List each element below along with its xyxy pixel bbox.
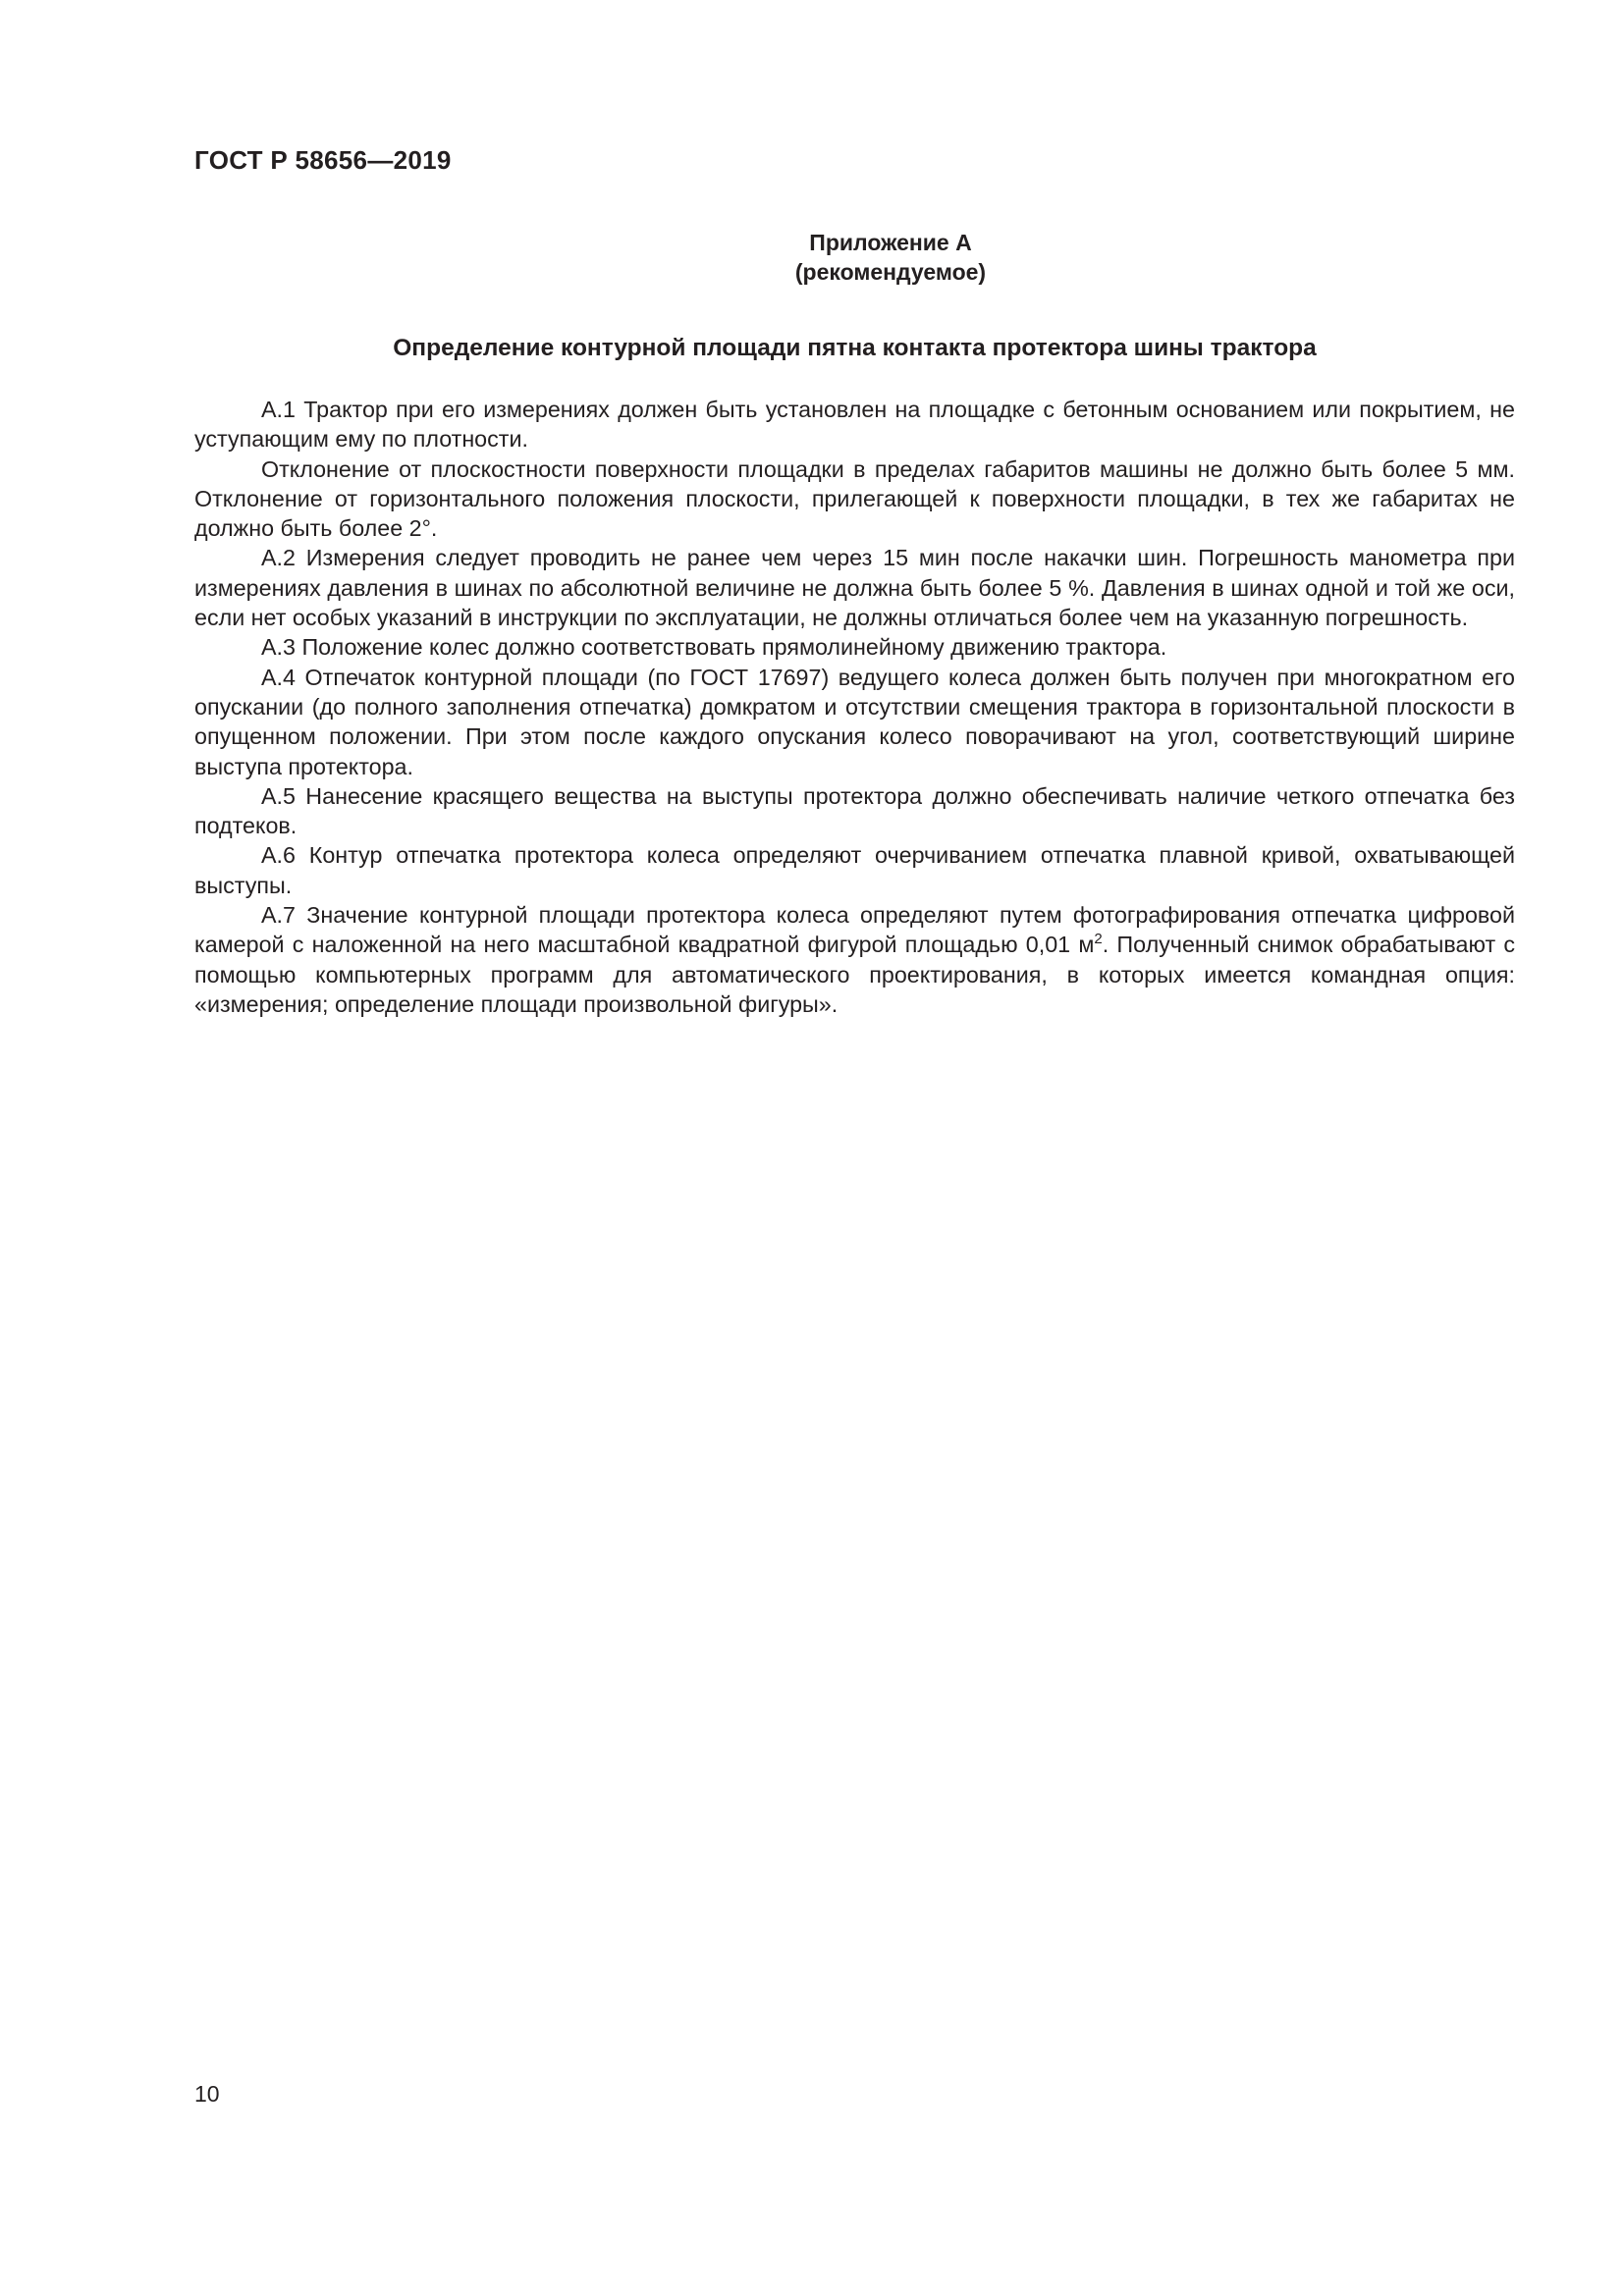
paragraph-a6: А.6 Контур отпечатка протектора колеса определяют очерчиванием отпечатка плавной кривой, охватывающей выступы.: [194, 842, 1515, 898]
paragraph-a2: А.2 Измерения следует проводить не ранее чем через 15 мин после накачки шин. Погрешность манометра при измерениях давления в шинах по абсолютной величине не должна быть более 5 %. Давления в шинах одной и той же оси, если нет особых указаний в инструкции по эксплуатации, не должны отличаться более чем на указанную погрешность.: [194, 545, 1515, 631]
paragraph-a5: А.5 Нанесение красящего вещества на выступы протектора должно обеспечивать наличие четкого отпечатка без подтеков.: [194, 782, 1515, 839]
document-code-header: ГОСТ Р 58656—2019: [194, 145, 452, 175]
square-superscript: 2: [1094, 931, 1103, 948]
paragraph-a7: [194, 900, 1515, 1019]
appendix-heading: [0, 228, 1624, 287]
paragraph-a7-text-end: . Полученный снимок обрабатывают с помощью компьютерных программ для автоматического проектирования, в которых имеется командная опция: «измерения; определение площади произвольной фигуры».: [194, 932, 1515, 1017]
paragraph-a4: А.4 Отпечаток контурной площади (по ГОСТ 17697) ведущего колеса должен быть получен при многократном его опускании (до полного заполнения отпечатка) домкратом и отсутствии смещения трактора в горизонтальной плоскости в опущенном положении. При этом после каждого опускания колесо поворачивают на угол, соответствующий ширине выступа протектора.: [194, 664, 1515, 779]
paragraph-a1: А.1 Трактор при его измерениях должен быть установлен на площадке с бетонным основанием или покрытием, не уступающим ему по плотности.: [194, 397, 1515, 453]
paragraph-a1-deviation: Отклонение от плоскостности поверхности площадки в пределах габаритов машины не должно быть более 5 мм. Отклонение от горизонтального положения плоскости, прилегающей к поверхности площадки, в тех же габаритах не должно быть более 2°.: [194, 455, 1515, 542]
section-title: Определение контурной площади пятна контакта протектора шины трактора: [393, 335, 1317, 361]
paragraph-a7-text-start: А.7 Значение контурной площади протектора колеса определяют путем фотографирования отпечатка цифровой камерой с наложенной на него масштабной квадратной фигурой площадью 0,01 м: [194, 902, 1515, 958]
page-number: 10: [194, 2081, 220, 2107]
appendix-label: Приложение А: [809, 230, 972, 255]
body-text: [194, 395, 1515, 1019]
appendix-status: (рекомендуемое): [794, 259, 987, 285]
paragraph-a3: А.3 Положение колес должно соответствовать прямолинейному движению трактора.: [261, 634, 1167, 661]
